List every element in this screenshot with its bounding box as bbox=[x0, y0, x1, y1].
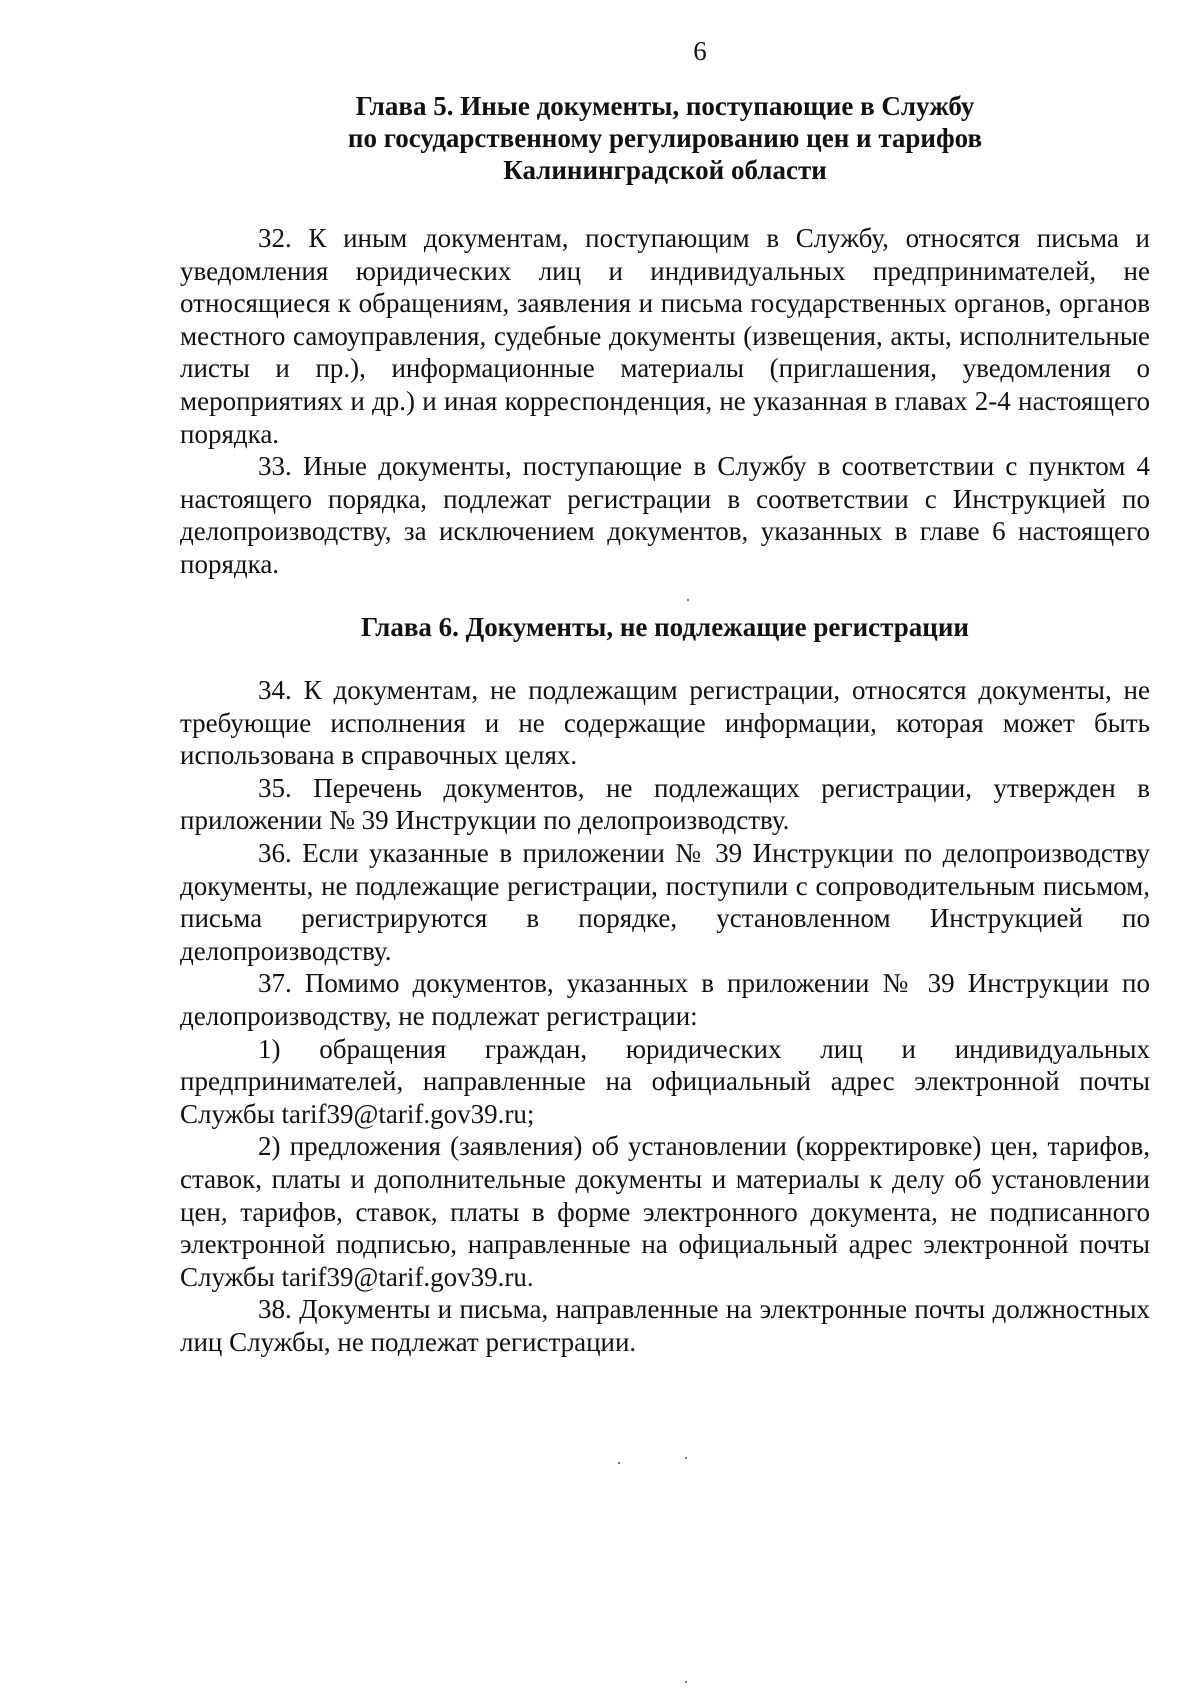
chapter-6-heading: Глава 6. Документы, не подлежащие регистрации bbox=[361, 612, 969, 642]
paragraph-38: 38. Документы и письма, направленные на электронные почты должностных лиц Службы, не подлежат регистрации. bbox=[180, 1294, 1150, 1357]
chapter-5-heading-line: по государственному регулированию цен и тарифов bbox=[347, 123, 983, 153]
paragraph-33: 33. Иные документы, поступающие в Службу в соответствии с пунктом 4 настоящего порядка, подлежат регистрации в соответствии с Инструкцией по делопроизводству, за исключением документов, указанных в главе 6 настоящего порядка. bbox=[180, 451, 1150, 579]
paragraph-32: 32. К иным документам, поступающим в Службу, относятся письма и уведомления юридических лиц и индивидуальных предпринимателей, не относящиеся к обращениям, заявления и письма государственных органов, органов местного самоуправления, судебные документы (извещения, акты, исполнительные листы и пр.), информационные материалы (приглашения, уведомления о мероприятиях и др.) и иная корреспонденция, не указанная в главах 2-4 настоящего порядка. bbox=[180, 223, 1150, 449]
scan-speck bbox=[687, 599, 689, 601]
scan-speck bbox=[685, 1681, 687, 1683]
paragraph-35: 35. Перечень документов, не подлежащих регистрации, утвержден в приложении № 39 Инструкции по делопроизводству. bbox=[180, 772, 1150, 836]
paragraph-37-item-1: 1) обращения граждан, юридических лиц и индивидуальных предпринимателей, направленные на официальный адрес электронной почты Службы tarif39@tarif.gov39.ru; bbox=[180, 1033, 1150, 1129]
chapter-5-body bbox=[180, 222, 1150, 581]
paragraph-37-item-2: 2) предложения (заявления) об установлении (корректировке) цен, тарифов, ставок, платы и дополнительные документы и материалы к делу об установлении цен, тарифов, ставок, платы в форме электронного документа, не подписанного электронной подписью, направленные на официальный адрес электронной почты Службы tarif39@tarif.gov39.ru. bbox=[180, 1131, 1150, 1292]
scan-speck bbox=[685, 1457, 687, 1459]
scan-speck bbox=[618, 1462, 620, 1464]
paragraph-37: 37. Помимо документов, указанных в приложении № 39 Инструкции по делопроизводству, не подлежат регистрации: bbox=[180, 968, 1150, 1031]
paragraph-36: 36. Если указанные в приложении № 39 Инструкции по делопроизводству документы, не подлежащие регистрации, поступили с сопроводительным письмом, письма регистрируются в порядке, установленном Инструкцией по делопроизводству. bbox=[180, 837, 1150, 966]
paragraph-34: 34. К документам, не подлежащим регистрации, относятся документы, не требующие исполнения и не содержащие информации, которая может быть использована в справочных целях. bbox=[180, 675, 1150, 771]
page-number: 6 bbox=[693, 36, 707, 66]
chapter-6-body bbox=[180, 674, 1150, 1358]
chapter-5-heading-line: Калининградской области bbox=[503, 155, 827, 185]
chapter-5-heading bbox=[180, 90, 1150, 186]
chapter-5-heading-line: Глава 5. Иные документы, поступающие в Службу bbox=[355, 91, 975, 121]
